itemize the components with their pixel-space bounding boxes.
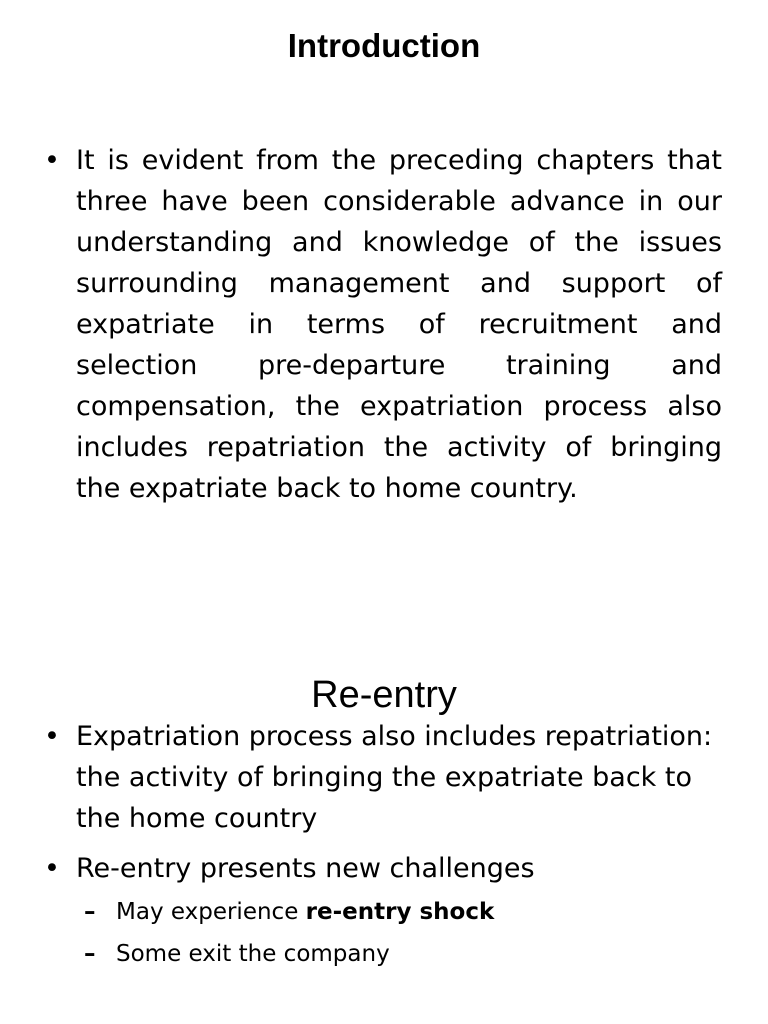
dash-marker: – [84, 899, 96, 925]
sub-bullet-emphasis: re-entry shock [305, 899, 495, 925]
bullet-item [40, 848, 722, 975]
sub-bullet-item [84, 891, 722, 933]
bullet-list [40, 140, 722, 509]
bullet-item [40, 716, 722, 839]
bullet-marker: • [44, 721, 60, 752]
dash-marker: – [84, 941, 96, 967]
bullet-marker: • [44, 145, 60, 176]
bullet-marker: • [44, 853, 60, 884]
slide-title: Introduction [287, 27, 481, 64]
sub-bullet-list [76, 891, 722, 975]
bullet-text: It is evident from the preceding chapters that three have been considerable advance in our understanding and knowledge of the issues surrounding management and support of expatriate in terms of recruitment and selection pre-departure training and compensation, the expatriation process also includes repatriation the activity of bringing the expatriate back to home country. [76, 145, 722, 504]
sub-bullet-item [84, 933, 722, 975]
slide-re-entry [0, 660, 768, 1024]
bullet-text: Expatriation process also includes repatriation: the activity of bringing the expatriate back to the home country [76, 721, 713, 834]
bullet-list [40, 716, 722, 984]
slide-title: Re-entry [311, 674, 457, 716]
bullet-item [40, 140, 722, 509]
sub-bullet-text: May experience [116, 899, 306, 925]
sub-bullet-text: Some exit the company [116, 941, 390, 967]
bullet-text: Re-entry presents new challenges [76, 853, 535, 884]
